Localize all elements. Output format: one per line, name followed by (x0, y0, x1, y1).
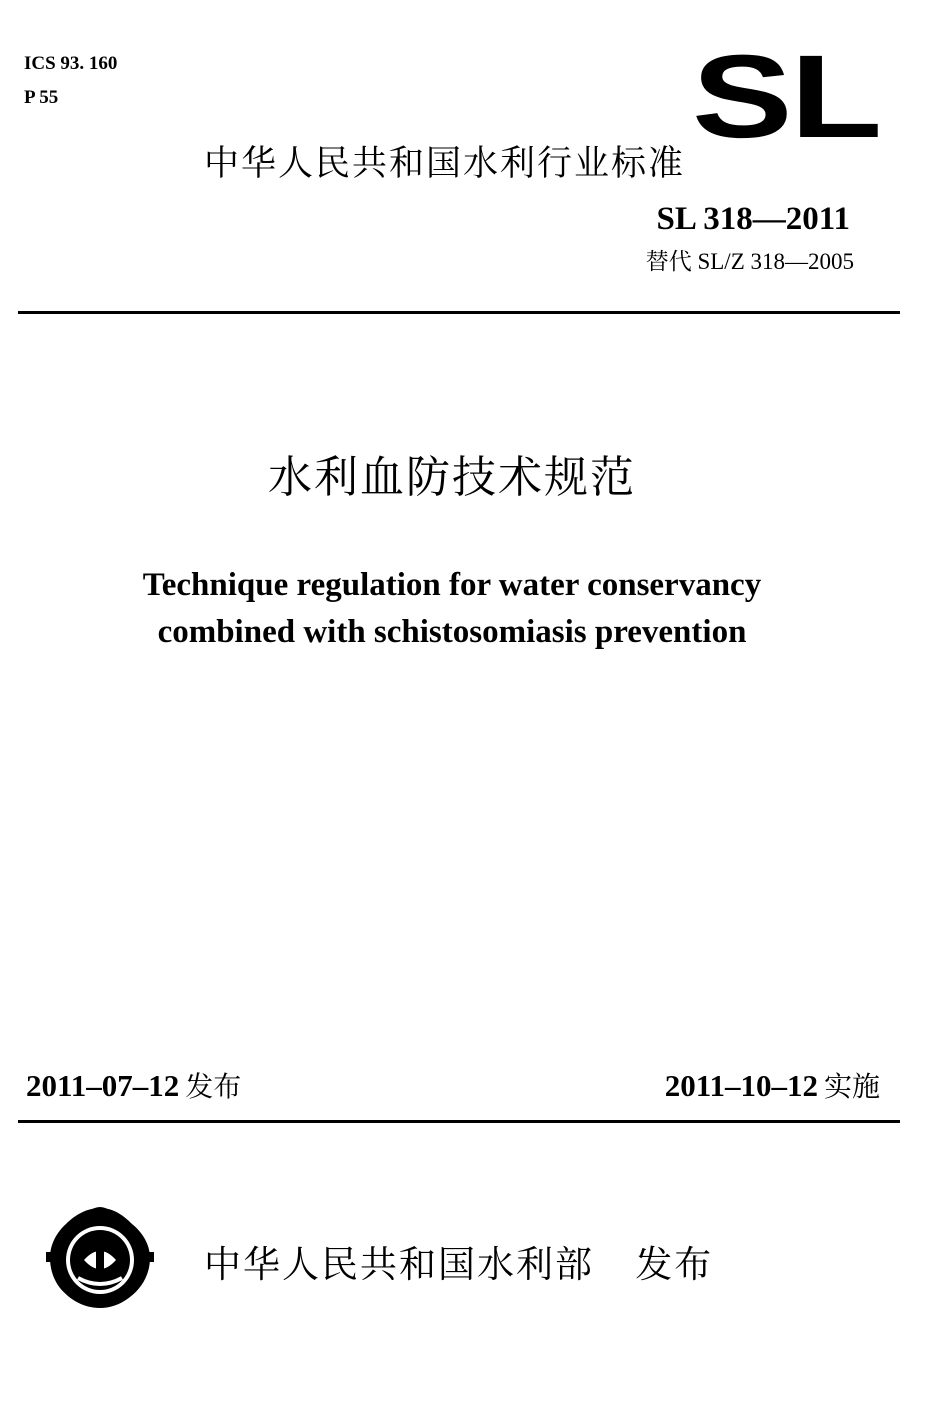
publisher-line (204, 1240, 713, 1290)
implement-label: 实施 (823, 1070, 880, 1103)
title-english-line-2: combined with schistosomiasis prevention (157, 614, 747, 650)
top-divider (18, 311, 900, 314)
p-code: P 55 (24, 87, 59, 108)
bottom-divider (18, 1120, 900, 1123)
publisher-emblem-icon (44, 1202, 156, 1314)
title-english-line-1: Technique regulation for water conservancy (142, 567, 762, 603)
issue-label: 发布 (185, 1070, 242, 1103)
replaces-standard: 替代 SL/Z 318—2005 (645, 249, 854, 274)
ics-code: ICS 93. 160 (24, 53, 118, 74)
sl-logo: SL (692, 31, 880, 163)
implement-date-block (665, 1066, 880, 1107)
issue-date: 2011–07–12 (26, 1068, 180, 1103)
publisher-action: 发布 (635, 1243, 714, 1286)
title-english (0, 562, 904, 656)
implement-date: 2011–10–12 (664, 1068, 818, 1103)
issue-date-block (26, 1066, 241, 1107)
standard-number: SL 318—2011 (656, 201, 850, 237)
industry-standard-heading: 中华人民共和国水利行业标准 (204, 144, 686, 184)
publisher-name: 中华人民共和国水利部 (204, 1243, 594, 1286)
title-chinese: 水利血防技术规范 (268, 452, 636, 503)
